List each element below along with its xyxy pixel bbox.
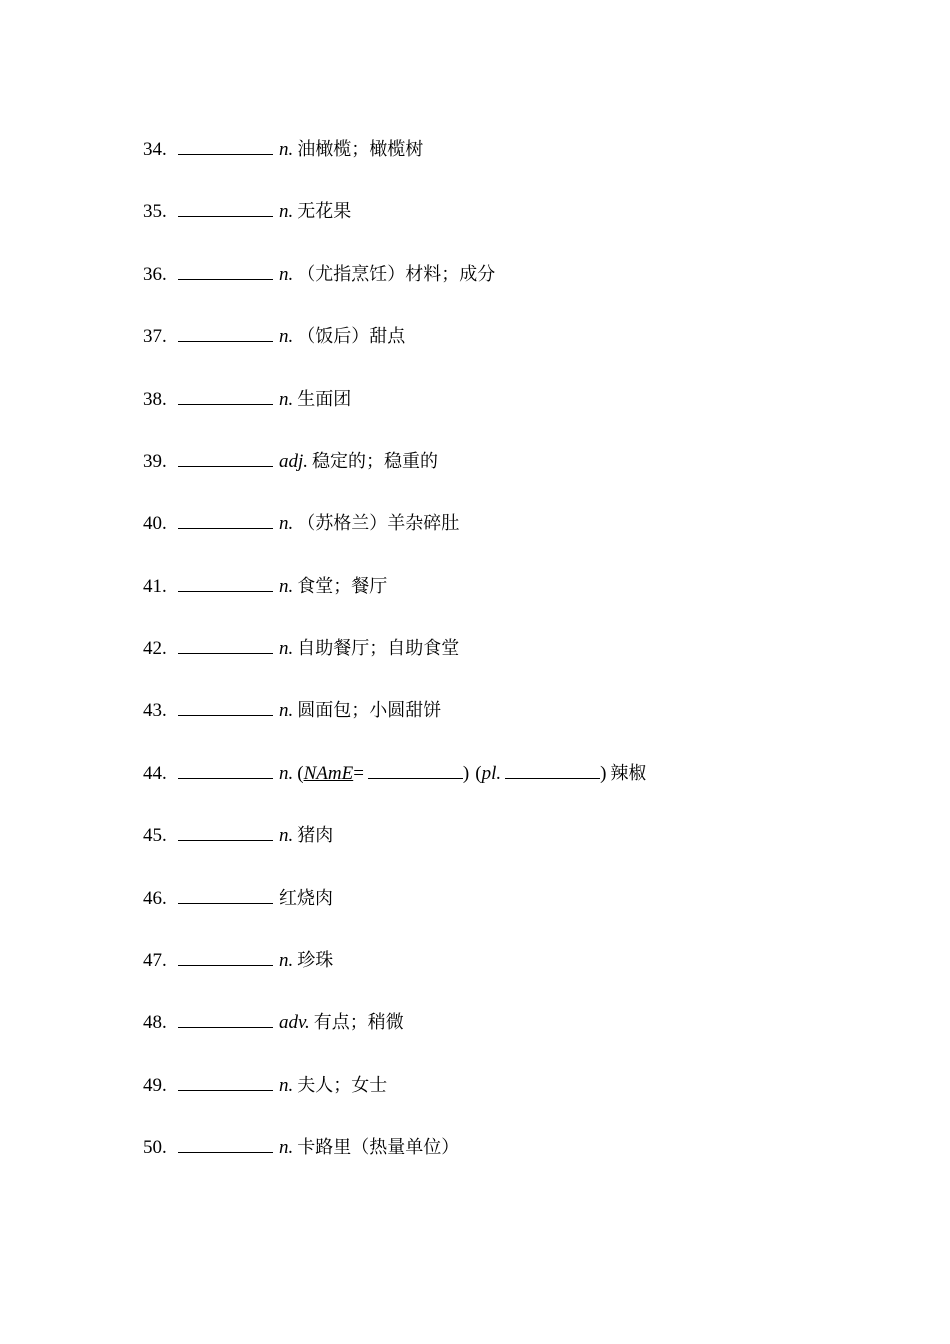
entry-number: 35.	[143, 201, 167, 222]
part-of-speech: n.	[279, 513, 294, 534]
part-of-speech: adj.	[279, 451, 309, 472]
part-of-speech: n.	[279, 1137, 294, 1158]
chinese-meaning: 自助餐厅；自助食堂	[297, 638, 460, 659]
chinese-meaning: （饭后）甜点	[297, 326, 406, 347]
part-of-speech: n.	[279, 264, 294, 285]
chinese-meaning: 有点；稍微	[313, 1012, 404, 1033]
vocab-entry-42	[143, 635, 459, 663]
vocab-entry-38	[143, 386, 351, 414]
answer-blank[interactable]	[178, 1072, 273, 1091]
answer-blank[interactable]	[178, 947, 273, 966]
answer-blank[interactable]	[178, 386, 273, 405]
answer-blank[interactable]	[178, 1009, 273, 1028]
vocab-entry-43	[143, 697, 441, 725]
entry-number: 39.	[143, 451, 167, 472]
entry-number: 38.	[143, 389, 167, 410]
answer-blank[interactable]	[178, 822, 273, 841]
chinese-meaning: 稳定的；稳重的	[312, 451, 439, 472]
entry-number: 41.	[143, 576, 167, 597]
open-paren: (	[297, 763, 304, 784]
plural-open-paren: (	[475, 763, 482, 784]
part-of-speech: n.	[279, 389, 294, 410]
part-of-speech: n.	[279, 576, 294, 597]
entry-number: 46.	[143, 888, 167, 909]
chinese-meaning: 油橄榄；橄榄树	[297, 139, 424, 160]
entry-number: 36.	[143, 264, 167, 285]
variant-label: NAmE	[303, 763, 354, 784]
vocab-entry-48	[143, 1009, 404, 1037]
part-of-speech: n.	[279, 763, 294, 784]
part-of-speech: n.	[279, 201, 294, 222]
part-of-speech: n.	[279, 326, 294, 347]
plural-close-paren: )	[600, 763, 607, 784]
close-paren: )	[462, 763, 470, 784]
vocab-entry-37	[143, 323, 405, 351]
entry-number: 40.	[143, 513, 167, 534]
entry-number: 42.	[143, 638, 167, 659]
entry-number: 34.	[143, 139, 167, 160]
part-of-speech: n.	[279, 638, 294, 659]
chinese-meaning: 圆面包；小圆甜饼	[297, 700, 442, 721]
equals-sign: =	[353, 763, 364, 784]
vocab-entry-36	[143, 261, 495, 289]
answer-blank[interactable]	[178, 635, 273, 654]
chinese-meaning: （尤指烹饪）材料；成分	[297, 264, 496, 285]
variant-answer-blank[interactable]	[368, 760, 463, 779]
part-of-speech: n.	[279, 825, 294, 846]
plural-label: pl.	[481, 763, 502, 784]
vocab-entry-39	[143, 448, 438, 476]
chinese-meaning: 食堂；餐厅	[297, 576, 388, 597]
entry-number: 50.	[143, 1137, 167, 1158]
entry-number: 45.	[143, 825, 167, 846]
answer-blank[interactable]	[178, 261, 273, 280]
chinese-meaning: 红烧肉	[279, 888, 333, 909]
entry-number: 48.	[143, 1012, 167, 1033]
chinese-meaning: 猪肉	[297, 825, 334, 846]
part-of-speech: n.	[279, 1075, 294, 1096]
answer-blank[interactable]	[178, 573, 273, 592]
vocab-entry-47	[143, 947, 333, 975]
part-of-speech: n.	[279, 950, 294, 971]
vocab-entry-49	[143, 1072, 387, 1100]
answer-blank[interactable]	[178, 136, 273, 155]
answer-blank[interactable]	[178, 448, 273, 467]
entry-number: 49.	[143, 1075, 167, 1096]
vocab-entry-44	[143, 760, 646, 788]
chinese-meaning: （苏格兰）羊杂碎肚	[297, 513, 460, 534]
vocab-entry-41	[143, 573, 387, 601]
part-of-speech: n.	[279, 139, 294, 160]
entry-number: 43.	[143, 700, 167, 721]
vocab-entry-40	[143, 510, 459, 538]
entry-number: 47.	[143, 950, 167, 971]
entry-number: 37.	[143, 326, 167, 347]
answer-blank[interactable]	[178, 760, 273, 779]
answer-blank[interactable]	[178, 198, 273, 217]
answer-blank[interactable]	[178, 323, 273, 342]
chinese-meaning: 夫人；女士	[297, 1075, 388, 1096]
chinese-meaning: 卡路里（热量单位）	[297, 1137, 460, 1158]
vocab-entry-50	[143, 1134, 459, 1162]
answer-blank[interactable]	[178, 697, 273, 716]
part-of-speech: n.	[279, 700, 294, 721]
vocab-entry-45	[143, 822, 333, 850]
chinese-meaning: 辣椒	[610, 763, 647, 784]
plural-answer-blank[interactable]	[505, 760, 600, 779]
answer-blank[interactable]	[178, 885, 273, 904]
vocab-entry-46	[143, 885, 333, 913]
chinese-meaning: 生面团	[297, 389, 352, 410]
answer-blank[interactable]	[178, 1134, 273, 1153]
answer-blank[interactable]	[178, 510, 273, 529]
entry-number: 44.	[143, 763, 167, 784]
chinese-meaning: 无花果	[297, 201, 352, 222]
part-of-speech: adv.	[279, 1012, 310, 1033]
vocab-entry-34	[143, 136, 423, 164]
vocab-entry-35	[143, 198, 351, 226]
chinese-meaning: 珍珠	[297, 950, 334, 971]
